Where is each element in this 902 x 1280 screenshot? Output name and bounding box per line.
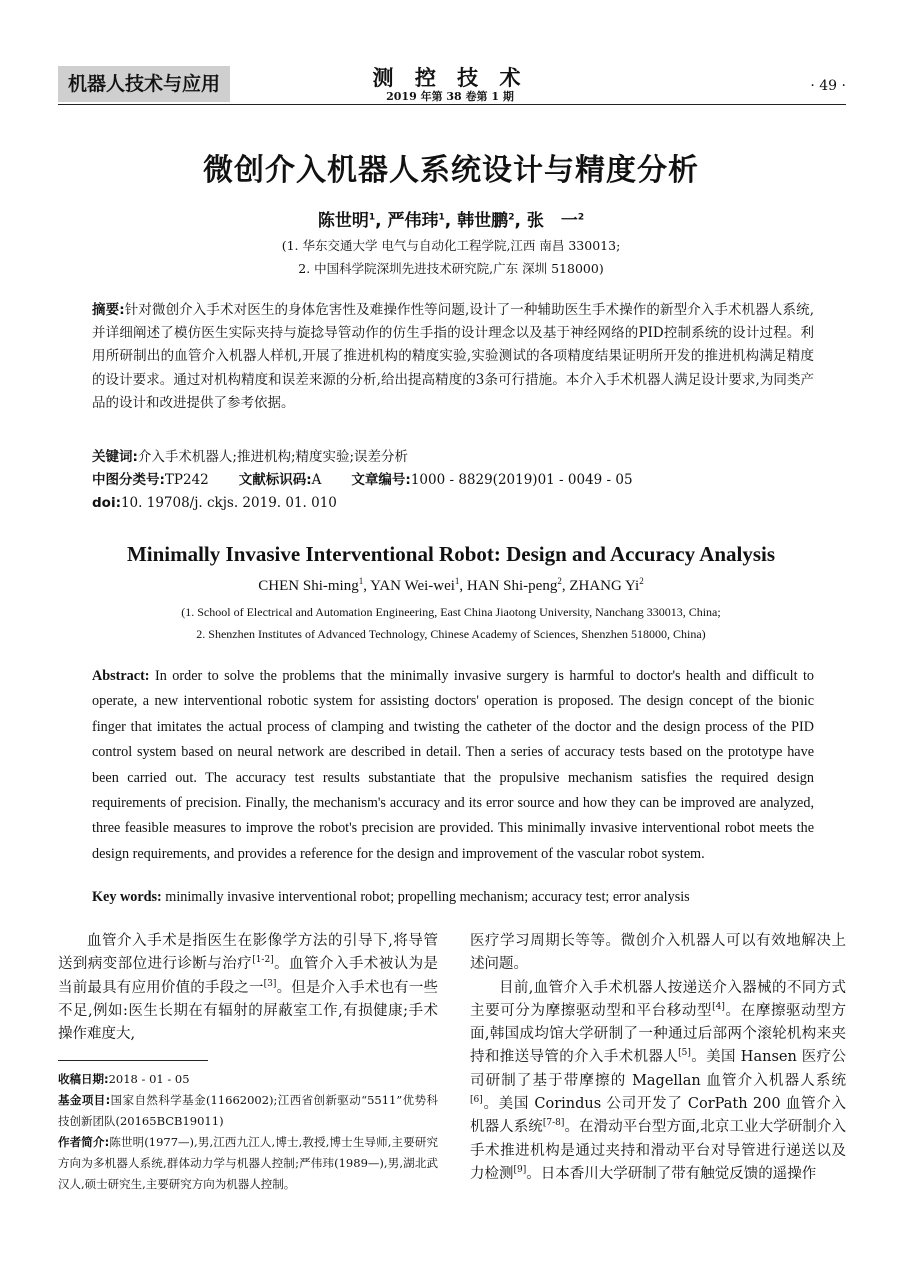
paper-title-cn: 微创介入机器人系统设计与精度分析 [203, 153, 699, 188]
citation: [7-8] [542, 1118, 565, 1129]
keywords-cn: 关键词:介入手术机器人;推进机构;精度实验;误差分析 [92, 449, 409, 465]
footnotes [58, 1069, 438, 1195]
body-column-right [470, 930, 846, 1186]
footnote-received: 收稿日期:2018 - 01 - 05 [58, 1072, 190, 1086]
body-paragraph: 血管介入手术是指医生在影像学方法的引导下,将导管送到病变部位进行诊断与治疗[1-2]。血管介入手术被认为是当前最具有应用价值的手段之一[3]。但是介入手术也有一些不足,例如:医生长期在有辐射的屏蔽室工作,有损健康;手术操作难度大, [58, 933, 439, 1043]
page-number: · 49 · [810, 78, 846, 94]
author-name: 张 一 [526, 211, 578, 231]
body-paragraph: 目前,血管介入手术机器人按递送介入器械的不同方式主要可分为摩擦驱动型和平台移动型[4]。在摩擦驱动型方面,韩国成均馆大学研制了一种通过后部两个滚轮机构来夹持和推送导管的介入手术机器人[5]。美国 Hansen 医疗公司研制了基于带摩擦的 Magellan 血管介入机器人系统[6]。美国 Corindus 公司开发了 CorPath 200 血管介入机器人系统[7-8]。在滑动平台型方面,北京工业大学研制介入手术推进机构是通过夹持和滑动平台对导管进行递送以及力检测[9]。日本香川大学研制了带有触觉反馈的遥操作 [470, 979, 847, 1182]
citation: [6] [470, 1095, 483, 1106]
authors-en: CHEN Shi-ming$^1$, YAN Wei-wei$^1$, HAN Shi-peng$^2$, ZHANG Yi$^2$ [258, 576, 644, 594]
abstract-cn-text: 针对微创介入手术对医生的身体危害性及难操作性等问题,设计了一种辅助医生手术操作的新型介入手术机器人系统,并详细阐述了模仿医生实际夹持与旋捻导管动作的仿生手指的设计理念以及基于神经网络的PID控制系统的设计过程。利用所研制出的血管介入机器人样机,开展了推进机构的精度实验,实验测试的各项精度结果证明所开发的推进机构满足精度的设计要求。通过对机构精度和误差来源的分析,给出提高精度的3条可行措施。本介入手术机器人满足设计要求,为同类产品的设计和改进提供了参考依据。 [92, 302, 814, 411]
journal-name: 测 控 技 术 [372, 66, 528, 90]
body-paragraph: 医疗学习周期长等等。微创介入机器人可以有效地解决上述问题。 [470, 933, 846, 973]
body-column-left [58, 930, 438, 1046]
affiliation-cn-1: (1. 华东交通大学 电气与自动化工程学院,江西 南昌 330013; [281, 238, 621, 253]
citation: [9] [513, 1165, 527, 1176]
classification-line: 中图分类号:TP242 文献标识码:A 文章编号:1000 - 8829(2019)01 - 0049 - 05 [92, 472, 633, 488]
journal-issue: 2019 年第 38 卷第 1 期 [386, 90, 514, 103]
abstract-cn [92, 299, 814, 415]
footnote-bio: 作者简介:陈世明(1977—),男,江西九江人,博士,教授,博士生导师,主要研究方向为多机器人系统,群体动力学与机器人控制;严伟玮(1989—),男,湖北武汉人,硕士研究生,主要研究方向为机器人控制。 [58, 1135, 439, 1191]
citation: [4] [712, 1002, 725, 1013]
abstract-cn-label: 摘要: [92, 302, 125, 318]
abstract-en [92, 664, 814, 867]
section-badge: 机器人技术与应用 [58, 66, 230, 102]
affiliation-cn-2: 2. 中国科学院深圳先进技术研究院,广东 深圳 518000) [298, 261, 604, 276]
affiliation-en-1: (1. School of Electrical and Automation Engineering, East China Jiaotong University, Nanchang 330013, China; [181, 605, 721, 619]
footnote-rule [58, 1060, 208, 1061]
citation: [3] [263, 978, 277, 989]
header-rule [58, 104, 846, 105]
affiliation-en-2: 2. Shenzhen Institutes of Advanced Technology, Chinese Academy of Sciences, Shenzhen 518000, China) [196, 627, 706, 641]
doi-line: doi:10. 19708/j. ckjs. 2019. 01. 010 [92, 495, 337, 511]
author-name: 严伟玮 [387, 211, 439, 231]
author-name: 韩世鹏 [457, 211, 509, 231]
citation: [1-2] [252, 955, 274, 966]
paper-title-en: Minimally Invasive Interventional Robot: Design and Accuracy Analysis [126, 542, 776, 566]
authors-cn: 陈世明$^1$, 严伟玮$^1$, 韩世鹏$^2$, 张 一$^2$ [317, 211, 585, 231]
footnote-fund: 基金项目:国家自然科学基金(11662002);江西省创新驱动“5511”优势科技创新团队(20165BCB19011) [58, 1093, 438, 1128]
author-name: 陈世明 [317, 211, 369, 231]
abstract-en-label: Abstract: [92, 668, 150, 684]
abstract-en-text: In order to solve the problems that the minimally invasive surgery is harmful to doctor's health and difficult to operate, a new interventional robotic system for assisting doctors' operation is proposed. The design concept of the bionic finger that imitates the actual process of clamping and twisting the catheter of the doctor and the design process of the PID control system based on neural network are described in detail. Then a series of accuracy tests based on the prototype have been carried out. The accuracy test results substantiate that the propulsive mechanism satisfies the required design requirements of precision. Finally, the mechanism's accuracy and its error source and how they can be improved are analyzed, three feasible measures to improve the robot's precision are provided. This minimally invasive interventional robot meets the design requirements, and provides a reference for the design and improvement of the vascular robot system. [92, 668, 815, 862]
keywords-en: Key words: minimally invasive interventional robot; propelling mechanism; accuracy test; error analysis [92, 889, 690, 905]
citation: [5] [678, 1048, 691, 1059]
